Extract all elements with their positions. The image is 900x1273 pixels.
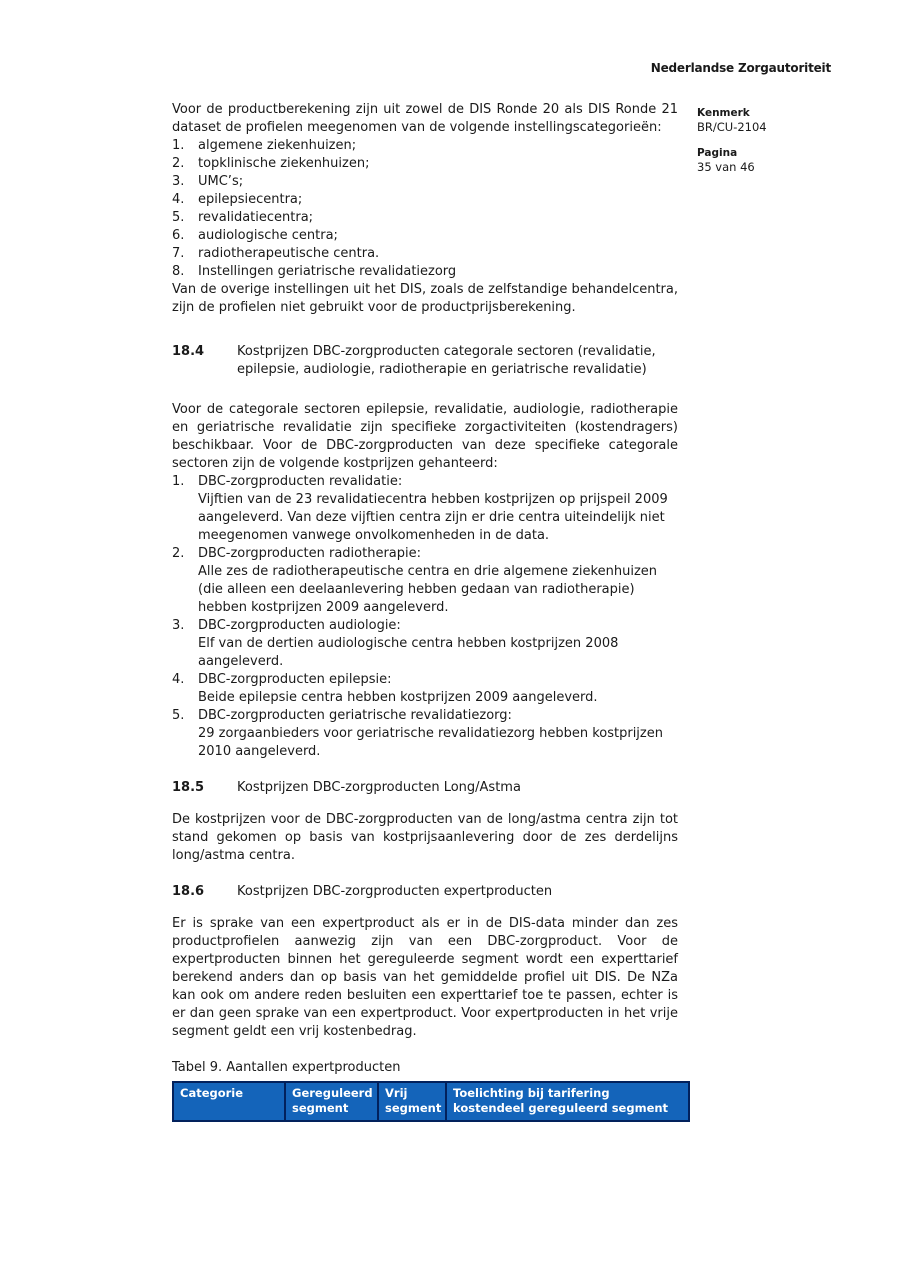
- list-item-number: 2.: [172, 156, 185, 171]
- list-item-number: 5.: [172, 210, 185, 225]
- section-title: Kostprijzen DBC-zorgproducten Long/Astma: [237, 780, 521, 795]
- list-item-text: UMC’s;: [198, 174, 244, 189]
- expertproducts-table: [172, 1081, 690, 1122]
- section-number: 18.4: [172, 344, 205, 359]
- section-title: Kostprijzen DBC-zorgproducten expertproducten: [237, 884, 553, 899]
- list-item-text: epilepsiecentra;: [198, 192, 303, 207]
- list-item: [172, 155, 678, 173]
- institution-list: [172, 137, 678, 281]
- list-item-number: 2.: [172, 546, 185, 561]
- list-item: [172, 137, 678, 155]
- list-item: [172, 263, 678, 281]
- list-item-label: DBC-zorgproducten geriatrische revalidatiezorg:: [198, 708, 512, 723]
- list-item-number: 1.: [172, 474, 185, 489]
- list-item-body: [198, 473, 678, 545]
- list-item-label: DBC-zorgproducten revalidatie:: [198, 474, 403, 489]
- table-header-toelichting: Toelichting bij tarifering kostendeel gereguleerd segment: [446, 1082, 689, 1121]
- section-paragraph: De kostprijzen voor de DBC-zorgproducten van de long/astma centra zijn tot stand gekomen op basis van kostprijsaanlevering door de zes derdelijns long/astma centra.: [172, 812, 678, 863]
- document-body: [172, 101, 678, 1122]
- section-heading-18-6: [172, 883, 678, 901]
- list-item-detail: Elf van de dertien audiologische centra hebben kostprijzen 2008 aangeleverd.: [198, 636, 619, 669]
- section-title: Kostprijzen DBC-zorgproducten categorale sectoren (revalidatie, epilepsie, audiologie, radiotherapie en geriatrische revalidatie): [237, 344, 656, 377]
- list-item-label: DBC-zorgproducten epilepsie:: [198, 672, 392, 687]
- list-item-number: 6.: [172, 228, 185, 243]
- table-header-row: [173, 1082, 689, 1121]
- list-item-detail: Beide epilepsie centra hebben kostprijzen 2009 aangeleverd.: [198, 690, 598, 705]
- table-caption: Tabel 9. Aantallen expertproducten: [172, 1060, 401, 1075]
- list-item: [172, 473, 678, 545]
- kostprijzen-list: [172, 473, 678, 761]
- list-item-label: DBC-zorgproducten radiotherapie:: [198, 546, 421, 561]
- list-item-text: topklinische ziekenhuizen;: [198, 156, 370, 171]
- list-item-label: DBC-zorgproducten audiologie:: [198, 618, 401, 633]
- section-number: 18.5: [172, 780, 205, 795]
- list-item: [172, 707, 678, 761]
- list-item-number: 4.: [172, 192, 185, 207]
- list-item: [172, 191, 678, 209]
- list-item-detail: 29 zorgaanbieders voor geriatrische revalidatiezorg hebben kostprijzen 2010 aangeleverd.: [198, 726, 663, 759]
- section-heading-18-5: [172, 779, 678, 797]
- list-item-detail: Vijftien van de 23 revalidatiecentra hebben kostprijzen op prijspeil 2009 aangeleverd. Van deze vijftien centra zijn er drie centra uiteindelijk niet meegenomen vanwege onvolkomenheden in de data.: [198, 492, 668, 543]
- list-item-body: [198, 671, 678, 707]
- list-item: [172, 617, 678, 671]
- table-header-vrij-segment: Vrij segment: [378, 1082, 446, 1121]
- list-item-text: Instellingen geriatrische revalidatiezorg: [198, 264, 457, 279]
- document-meta: [697, 106, 827, 186]
- org-name: Nederlandse Zorgautoriteit: [650, 61, 831, 75]
- list-item: [172, 209, 678, 227]
- list-item: [172, 245, 678, 263]
- section-heading-18-4: [172, 343, 678, 379]
- section-paragraph: Er is sprake van een expertproduct als er in de DIS-data minder dan zes productprofielen aanwezig zijn van een DBC-zorgproduct. Voor de expertproducten binnen het gereguleerde segment wordt een experttarief berekend anders dan op basis van het gemiddelde profiel uit DIS. De NZa kan ook om andere reden besluiten een experttarief toe te passen, echter is er dan geen sprake van een expertproduct. Voor expertproducten in het vrije segment geldt een vrij kostenbedrag.: [172, 916, 678, 1039]
- intro-paragraph: Voor de productberekening zijn uit zowel de DIS Ronde 20 als DIS Ronde 21 dataset de profielen meegenomen van de volgende instellingscategorieën:: [172, 102, 678, 135]
- list-item-body: [198, 617, 678, 671]
- list-item-detail: Alle zes de radiotherapeutische centra en drie algemene ziekenhuizen (die alleen een deelaanlevering hebben gedaan van radiotherapie) hebben kostprijzen 2009 aangeleverd.: [198, 564, 657, 615]
- section-paragraph: Voor de categorale sectoren epilepsie, revalidatie, audiologie, radiotherapie en geriatrische revalidatie zijn specifieke zorgactiviteiten (kostendragers) beschikbaar. Voor de DBC-zorgproducten van deze specifieke categorale sectoren zijn de volgende kostprijzen gehanteerd:: [172, 402, 678, 471]
- table-header-categorie: Categorie: [173, 1082, 285, 1121]
- list-item-text: radiotherapeutische centra.: [198, 246, 380, 261]
- table-header-gereguleerd-segment: Gereguleerd segment: [285, 1082, 378, 1121]
- list-item-number: 3.: [172, 174, 185, 189]
- outro-paragraph: Van de overige instellingen uit het DIS, zoals de zelfstandige behandelcentra, zijn de profielen niet gebruikt voor de productprijsberekening.: [172, 282, 678, 315]
- list-item-number: 5.: [172, 708, 185, 723]
- list-item-text: revalidatiecentra;: [198, 210, 314, 225]
- list-item: [172, 545, 678, 617]
- section-number: 18.6: [172, 884, 205, 899]
- list-item-body: [198, 545, 678, 617]
- pagina-value: 35 van 46: [697, 160, 755, 174]
- kenmerk-value: BR/CU-2104: [697, 120, 767, 134]
- list-item-text: algemene ziekenhuizen;: [198, 138, 357, 153]
- list-item: [172, 173, 678, 191]
- list-item-number: 4.: [172, 672, 185, 687]
- list-item-number: 1.: [172, 138, 185, 153]
- pagina-label: Pagina: [697, 147, 738, 159]
- list-item-body: [198, 707, 678, 761]
- list-item-text: audiologische centra;: [198, 228, 338, 243]
- list-item-number: 7.: [172, 246, 185, 261]
- kenmerk-label: Kenmerk: [697, 107, 750, 119]
- list-item-number: 3.: [172, 618, 185, 633]
- list-item: [172, 227, 678, 245]
- list-item-number: 8.: [172, 264, 185, 279]
- list-item: [172, 671, 678, 707]
